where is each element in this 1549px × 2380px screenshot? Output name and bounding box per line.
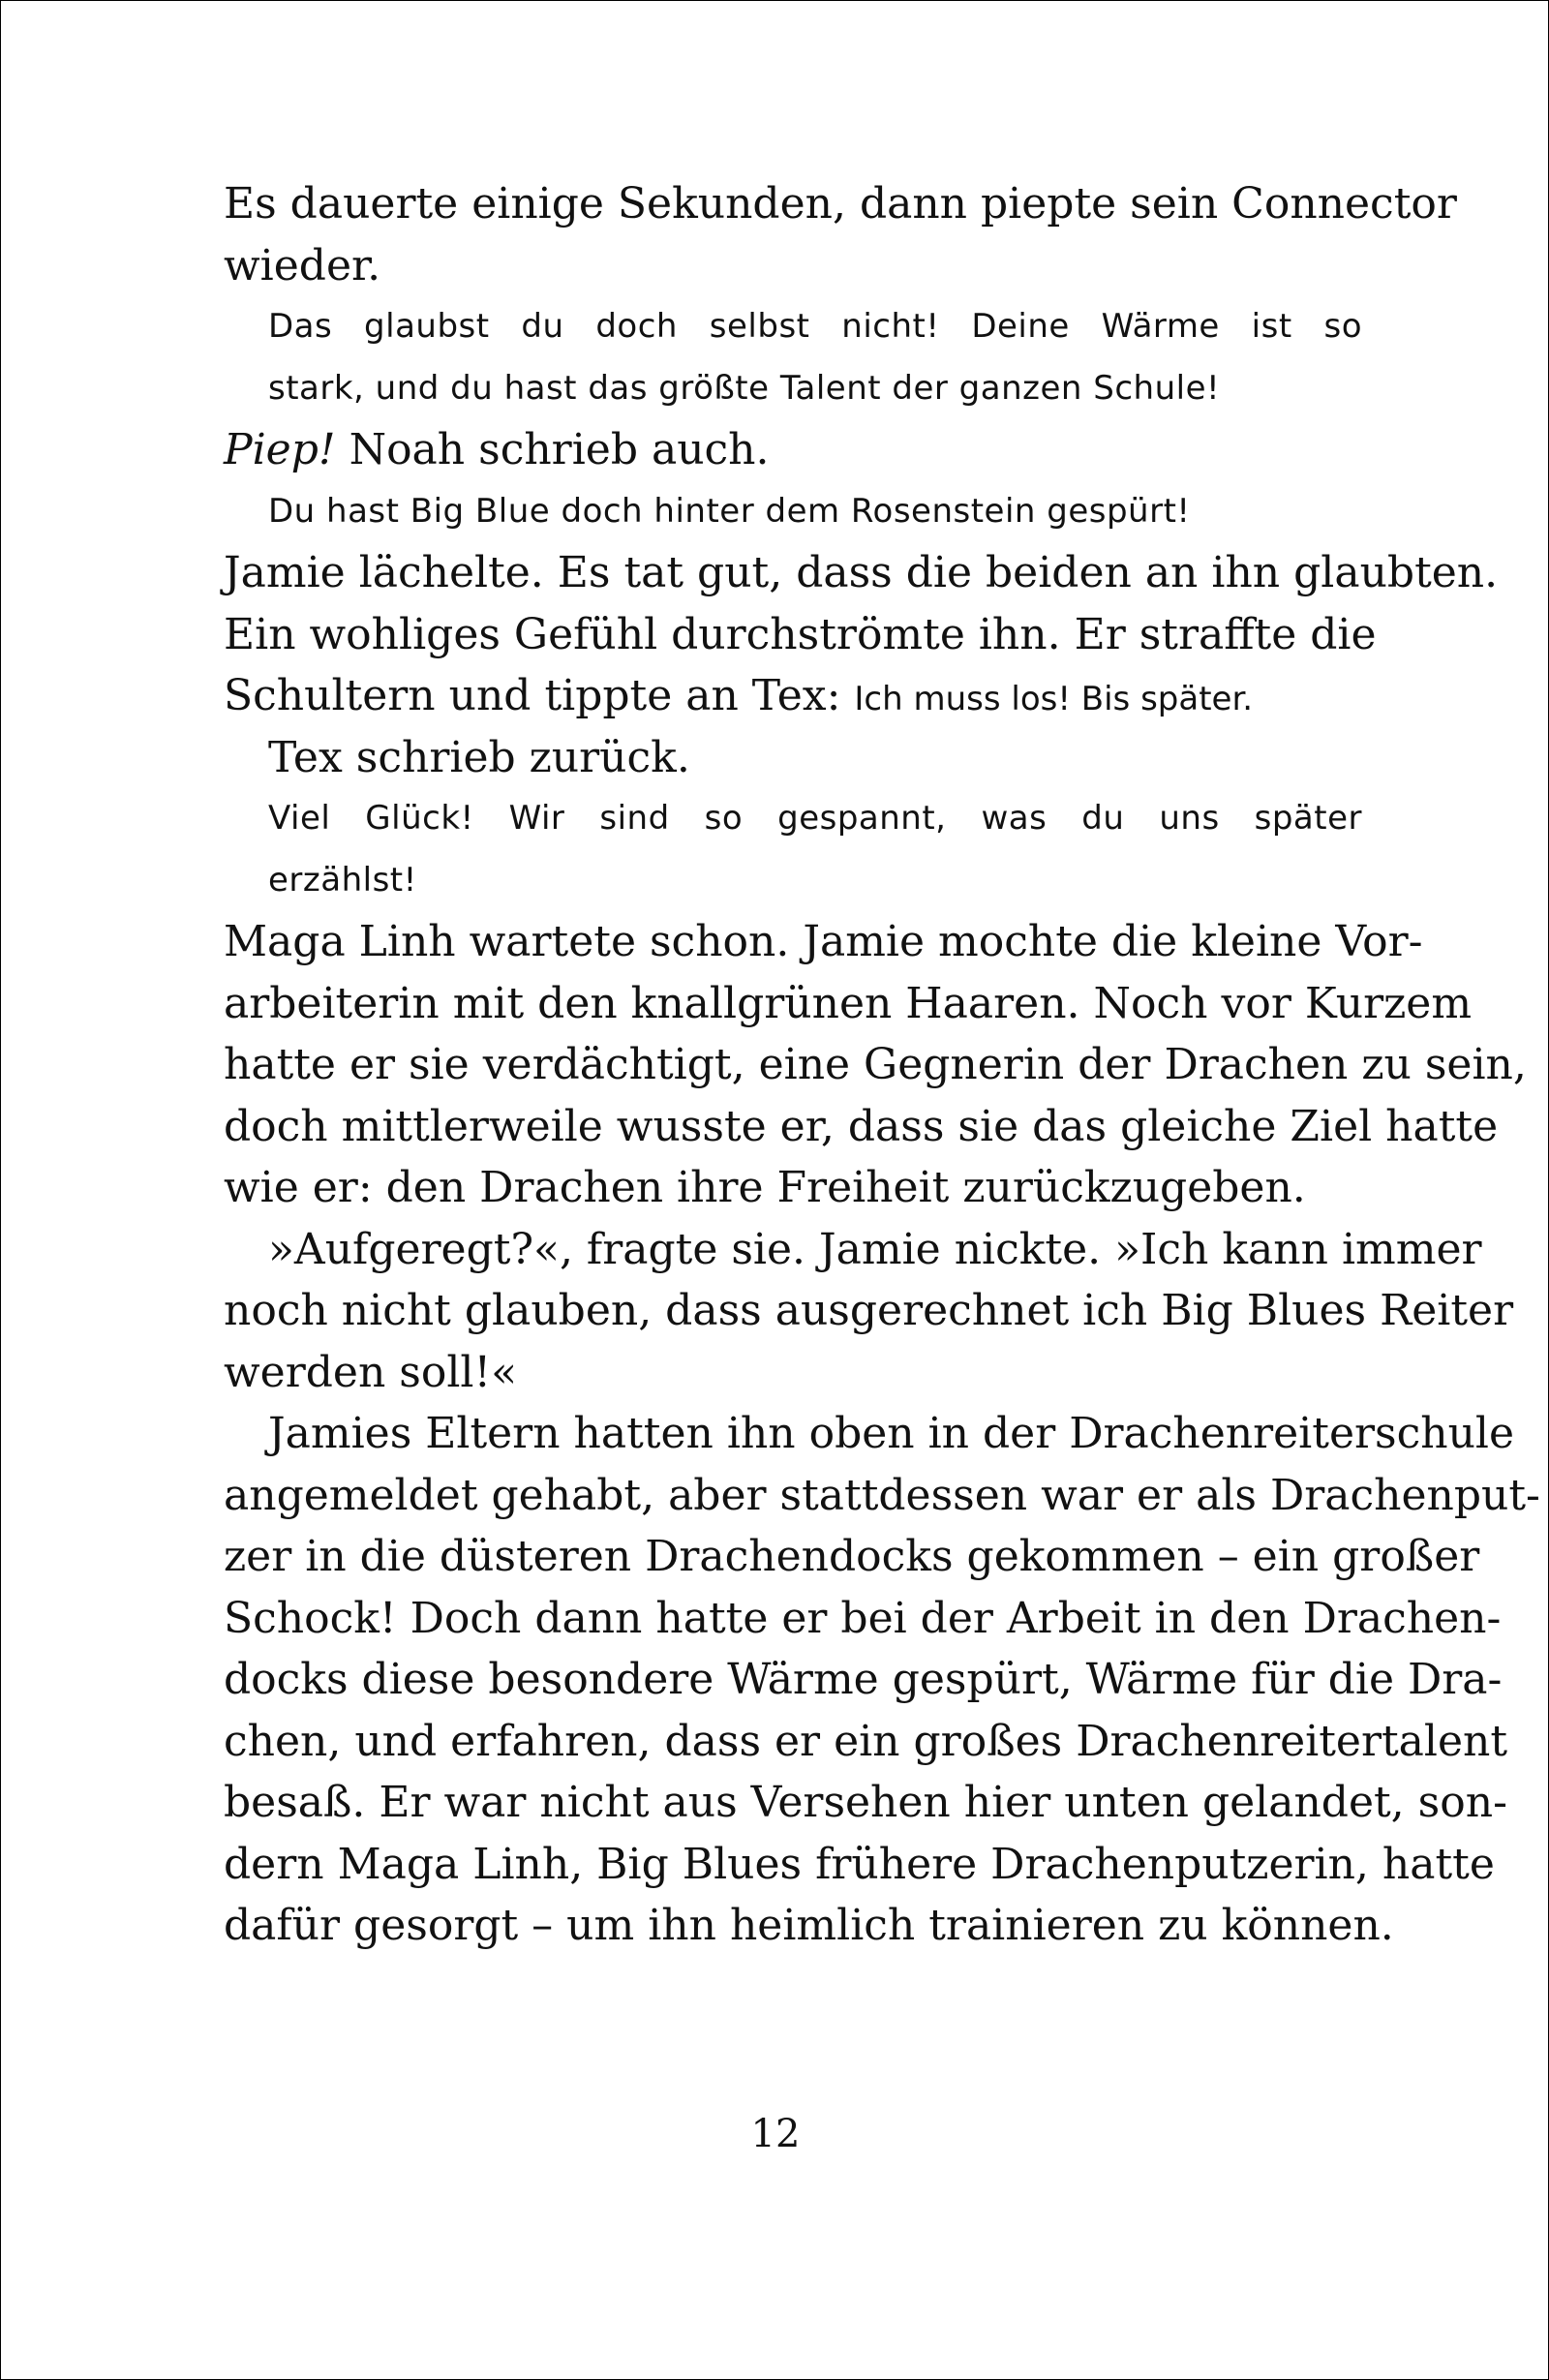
text-line: besaß. Er war nicht aus Versehen hier unten gelandet, son-: [224, 1778, 1507, 1827]
text-line: wieder.: [224, 240, 381, 290]
text-line: arbeiterin mit den knallgrünen Haaren. Noch vor Kurzem: [224, 978, 1473, 1028]
text-line: Jamies Eltern hatten ihn oben in der Drachenreiterschule: [268, 1409, 1515, 1458]
text-line: dafür gesorgt – um ihn heimlich trainieren zu können.: [224, 1901, 1394, 1950]
chat-message-line: Du hast Big Blue doch hinter dem Rosenstein gespürt!: [268, 491, 1191, 531]
page-number: 12: [750, 2112, 801, 2156]
text-line: doch mittlerweile wusste er, dass sie das gleiche Ziel hatte: [224, 1101, 1499, 1151]
text-fragment: Schultern und tippte an Tex:: [224, 671, 855, 720]
text-line: [224, 419, 1362, 481]
chat-message-line: Viel Glück! Wir sind so gespannt, was du uns später: [268, 799, 1362, 838]
chat-message-inline: Ich muss los! Bis später.: [854, 680, 1254, 718]
text-line: Es dauerte einige Sekunden, dann piepte sein Connector: [224, 179, 1457, 229]
body-text: [224, 173, 1540, 1957]
text-line: zer in die düsteren Drachendocks gekommen – ein großer: [224, 1532, 1480, 1581]
text-fragment: Noah schrieb auch.: [335, 425, 770, 474]
text-line: werden soll!«: [224, 1347, 518, 1397]
text-line: Schock! Doch dann hatte er bei der Arbeit in den Drachen-: [224, 1593, 1502, 1643]
chat-message-line: Das glaubst du doch selbst nicht! Deine Wärme ist so: [268, 307, 1362, 346]
chat-message-line: stark, und du hast das größte Talent der ganzen Schule!: [268, 368, 1221, 408]
text-line: Maga Linh wartete schon. Jamie mochte die kleine Vor-: [224, 917, 1423, 966]
text-line: dern Maga Linh, Big Blues frühere Drachenputzerin, hatte: [224, 1839, 1495, 1889]
text-line: [224, 665, 1362, 727]
text-line: »Aufgeregt?«, fragte sie. Jamie nickte. »Ich kann immer: [268, 1224, 1482, 1274]
text-line: wie er: den Drachen ihre Freiheit zurückzugeben.: [224, 1163, 1306, 1212]
text-line: docks diese besondere Wärme gespürt, Wärme für die Dra-: [224, 1655, 1503, 1704]
chat-message-line: erzählst!: [268, 860, 417, 900]
text-line: hatte er sie verdächtigt, eine Gegnerin der Drachen zu sein,: [224, 1040, 1527, 1089]
text-line: Ein wohliges Gefühl durchströmte ihn. Er straffte die: [224, 609, 1377, 659]
text-line: angemeldet gehabt, aber stattdessen war er als Drachenput-: [224, 1470, 1540, 1520]
text-line: noch nicht glauben, dass ausgerechnet ich Big Blues Reiter: [224, 1286, 1514, 1335]
text-line: Jamie lächelte. Es tat gut, dass die beiden an ihn glaubten.: [224, 548, 1499, 597]
text-line: Tex schrieb zurück.: [268, 732, 690, 782]
text-line: chen, und erfahren, dass er ein großes Drachenreitertalent: [224, 1716, 1508, 1766]
piep-sound: Piep!: [224, 425, 336, 474]
